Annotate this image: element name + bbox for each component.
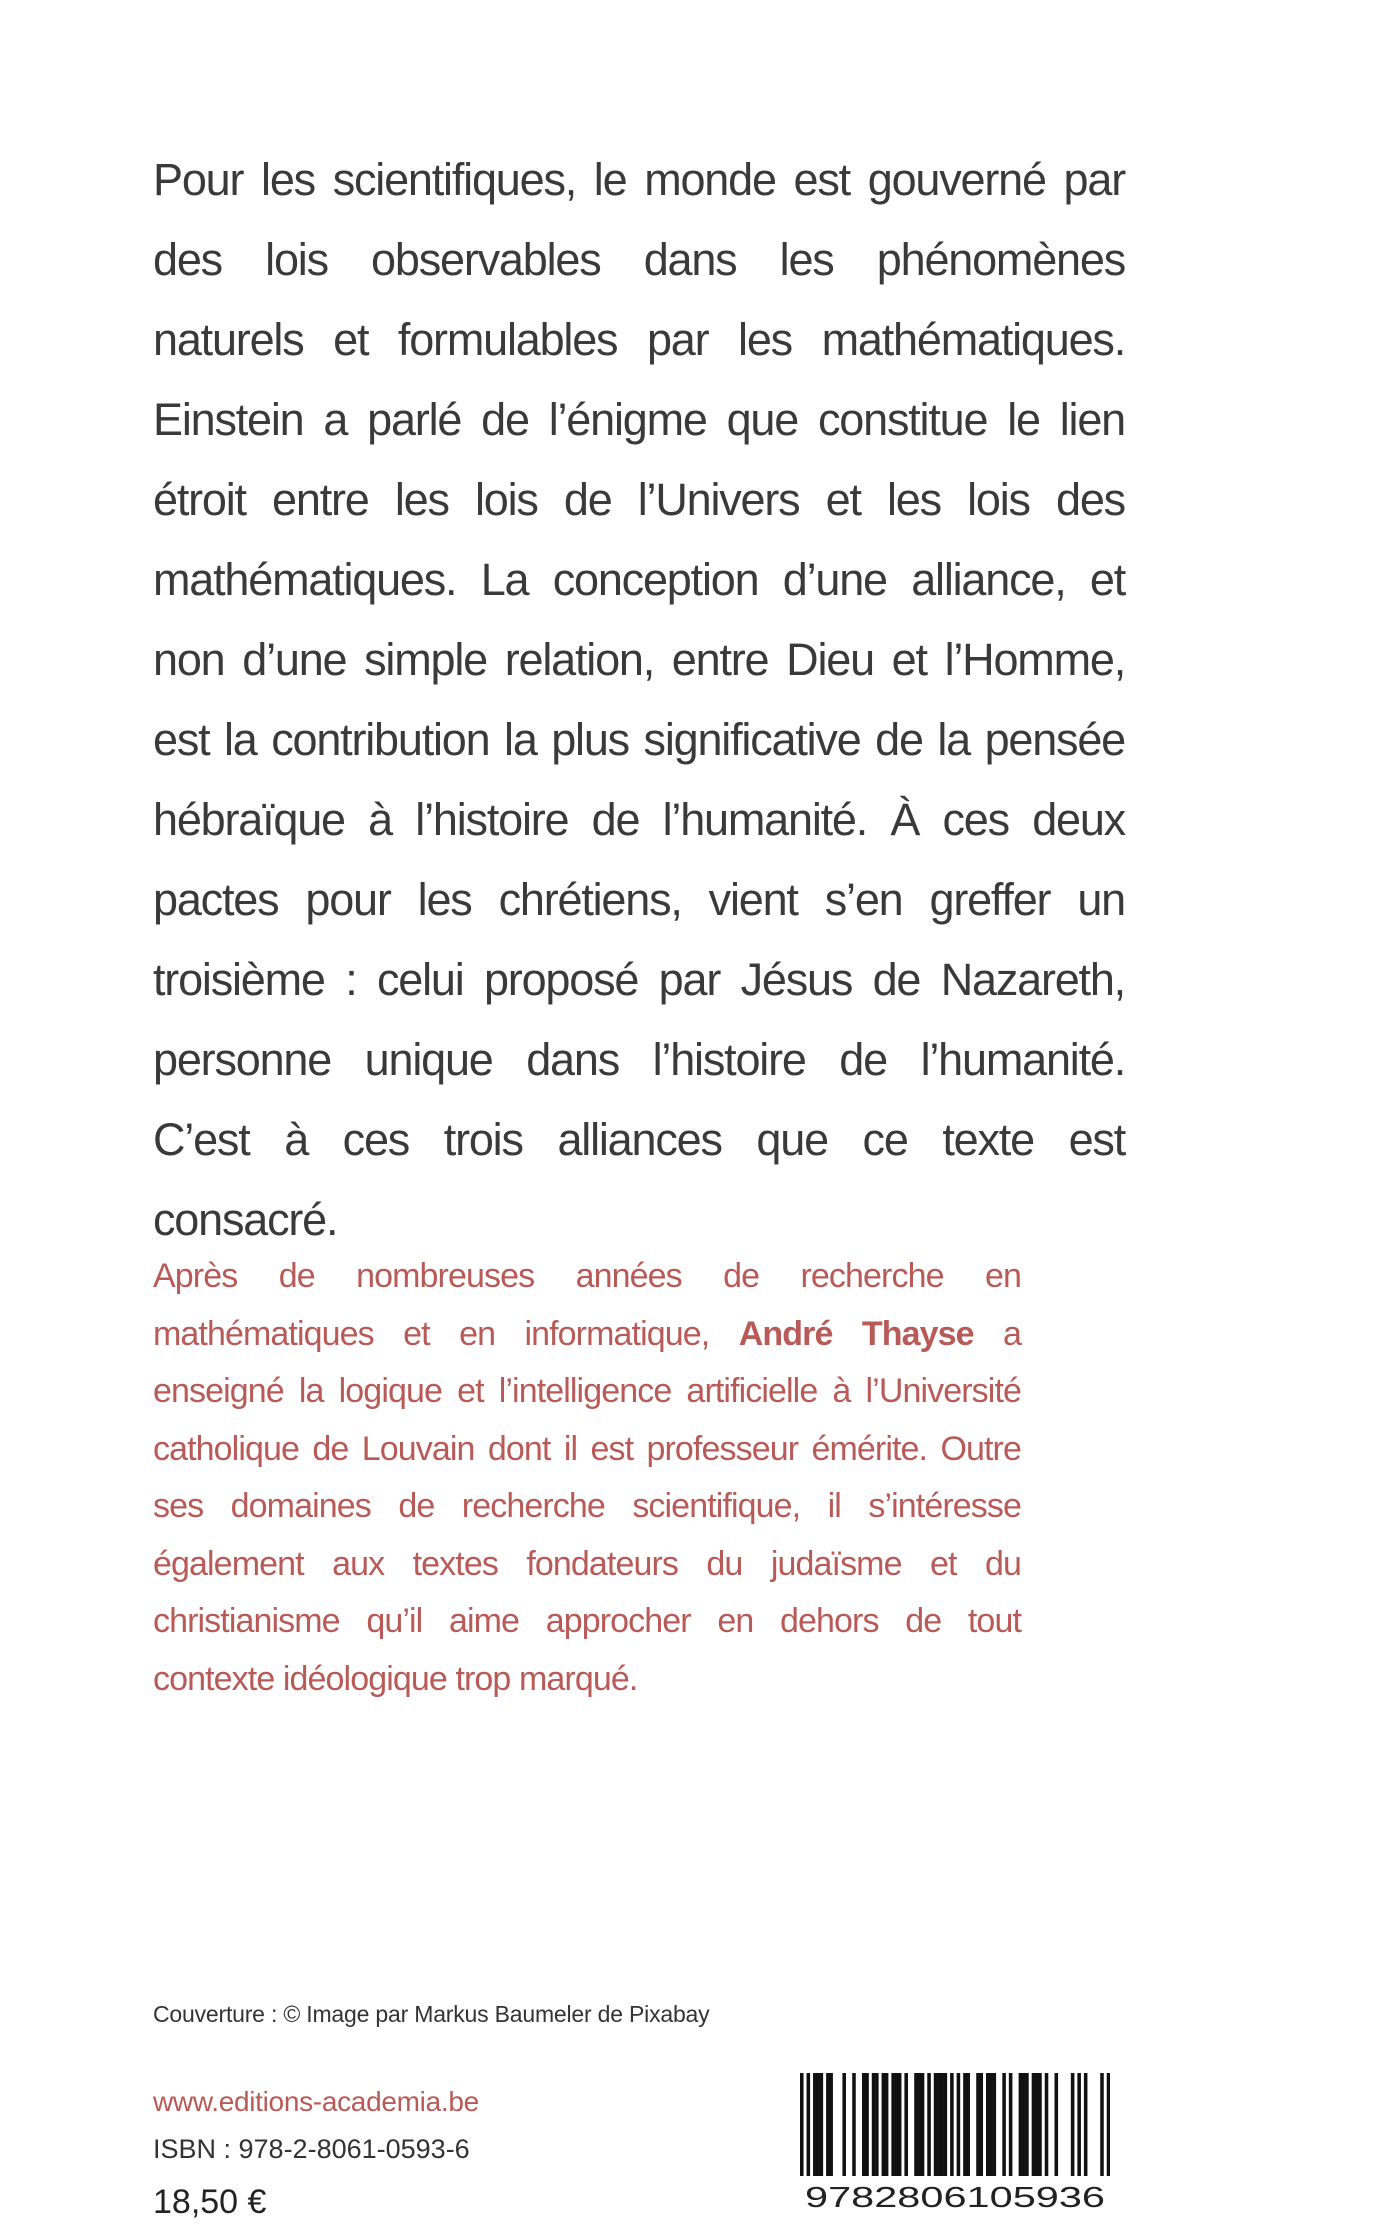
publisher-website[interactable]: www.editions-academia.be — [153, 2086, 479, 2117]
barcode-bar — [862, 2073, 866, 2176]
barcode-bar — [1038, 2073, 1042, 2176]
author-bio-intro: Après de nombreuses années de recherche en mathématiques et en informatique, — [153, 1257, 1021, 1353]
isbn: ISBN : 978-2-8061-0593-6 — [153, 2134, 470, 2164]
barcode-graphic — [800, 2073, 1110, 2213]
barcode-bar — [898, 2073, 902, 2176]
barcode-bar — [826, 2073, 830, 2176]
barcode-bar — [875, 2073, 879, 2176]
barcode-bar — [1035, 2073, 1039, 2176]
barcode-bar — [1019, 2073, 1023, 2176]
barcode-bar — [927, 2073, 931, 2176]
barcode-bar — [966, 2073, 970, 2176]
barcode-bar — [1084, 2073, 1088, 2176]
barcode-bar — [891, 2073, 895, 2176]
barcode-digits: 9782806105936 — [805, 2182, 1105, 2213]
barcode-bar — [1025, 2073, 1029, 2176]
barcode-bar — [1002, 2073, 1006, 2176]
barcode-bar — [937, 2073, 941, 2176]
barcode-bar — [993, 2073, 997, 2176]
barcode-bar — [986, 2073, 990, 2176]
barcode — [800, 2073, 1110, 2213]
barcode-bar — [865, 2073, 869, 2176]
author-name: André Thayse — [738, 1314, 974, 1353]
blurb-text: Pour les scientifiques, le monde est gouverné par des lois observables dans les phénomènes naturels et formulables par les mathématiques. Einstein a parlé de l’énigme que constitue le lien étroit entre les lois de l’Univers et les lois des mathématiques. La conception d’une alliance, et non d’une simple relation, entre Dieu et l’Homme, est la contribution la plus significative de la pensée hébraïque à l’histoire de l’humanité. À ces deux pactes pour les chrétiens, vient s’en greffer un troisième : celui proposé par Jésus de Nazareth, personne unique dans l’histoire de l’humanité. C’est à ces trois alliances que ce texte est consacré. — [153, 154, 1125, 1245]
barcode-bar — [813, 2073, 817, 2176]
barcode-bar — [807, 2073, 811, 2176]
barcode-bar — [914, 2073, 918, 2176]
barcode-bar — [872, 2073, 876, 2176]
author-bio — [153, 1248, 1021, 1708]
barcode-bar — [895, 2073, 899, 2176]
barcode-bar — [882, 2073, 886, 2176]
barcode-bar — [904, 2073, 908, 2176]
barcode-bar — [829, 2073, 833, 2176]
barcode-bar — [934, 2073, 938, 2176]
barcode-bar — [885, 2073, 889, 2176]
barcode-bar — [950, 2073, 954, 2176]
barcode-bar — [1107, 2073, 1110, 2176]
barcode-bar — [976, 2073, 980, 2176]
barcode-bar — [820, 2073, 824, 2176]
barcode-bar — [1100, 2073, 1104, 2176]
barcode-bar — [816, 2073, 820, 2176]
price: 18,50 € — [153, 2183, 267, 2221]
barcode-bar — [1022, 2073, 1026, 2176]
author-bio-rest: a enseigné la logique et l’intelligence artificielle à l’Université catholique de Louvain dont il est professeur émérite. Outre ses domaines de recherche scientifique, il s’intéresse également aux textes fondateurs du judaïsme et du christianisme qu’il aime approcher en dehors de tout contexte idéologique trop marqué. — [153, 1314, 1022, 1698]
barcode-bar — [1071, 2073, 1075, 2176]
barcode-bar — [842, 2073, 846, 2176]
barcode-bar — [800, 2073, 804, 2176]
barcode-bar — [957, 2073, 961, 2176]
barcode-bar — [1055, 2073, 1059, 2176]
barcode-bar — [979, 2073, 983, 2176]
cover-credit: Couverture : © Image par Markus Baumeler de Pixabay — [153, 2001, 710, 2027]
barcode-bar — [921, 2073, 925, 2176]
barcode-bar — [1032, 2073, 1036, 2176]
barcode-bar — [963, 2073, 967, 2176]
barcode-bar — [940, 2073, 944, 2176]
barcode-bar — [989, 2073, 993, 2176]
barcode-bar — [852, 2073, 856, 2176]
barcode-bar — [917, 2073, 921, 2176]
barcode-bar — [1077, 2073, 1081, 2176]
barcode-bar — [944, 2073, 948, 2176]
barcode-bar — [1009, 2073, 1013, 2176]
barcode-bar — [1045, 2073, 1049, 2176]
